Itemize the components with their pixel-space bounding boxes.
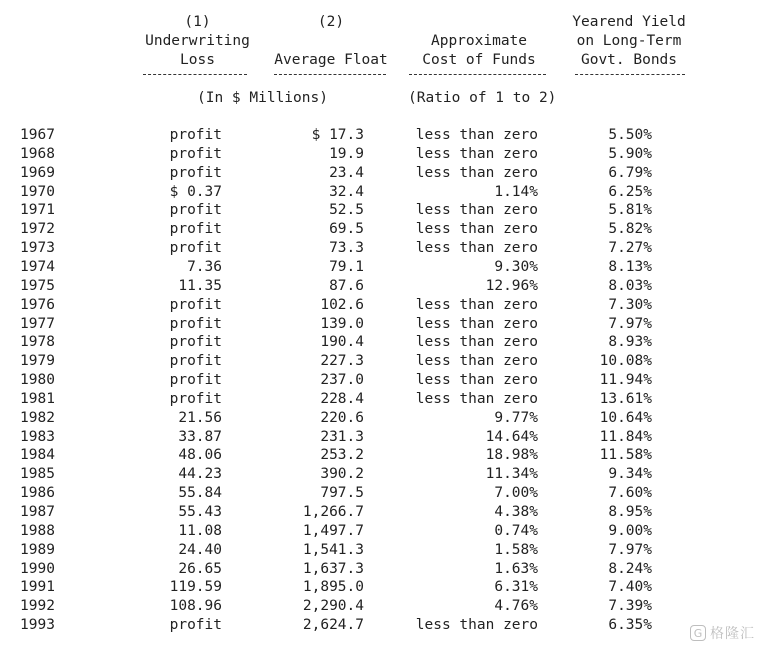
- cell-year: 1983: [20, 429, 55, 445]
- cell-yield: 7.40%: [608, 579, 652, 595]
- units-ratio: (Ratio of 1 to 2): [408, 90, 557, 106]
- cell-cost: less than zero: [415, 202, 538, 218]
- cell-loss: profit: [169, 127, 222, 143]
- cell-yield: 7.97%: [608, 542, 652, 558]
- cell-year: 1981: [20, 391, 55, 407]
- cell-loss: profit: [169, 165, 222, 181]
- cell-float: 227.3: [320, 353, 364, 369]
- cell-float: 1,637.3: [302, 561, 364, 577]
- cell-yield: 6.79%: [608, 165, 652, 181]
- cell-cost: 1.58%: [494, 542, 538, 558]
- header-yield-line3: Govt. Bonds: [580, 52, 678, 68]
- cell-yield: 7.60%: [608, 485, 652, 501]
- cell-year: 1971: [20, 202, 55, 218]
- cell-yield: 8.95%: [608, 504, 652, 520]
- cell-year: 1982: [20, 410, 55, 426]
- cell-year: 1987: [20, 504, 55, 520]
- cell-year: 1985: [20, 466, 55, 482]
- cell-float: 1,497.7: [302, 523, 364, 539]
- cell-cost: 11.34%: [485, 466, 538, 482]
- units-millions: (In $ Millions): [197, 90, 328, 106]
- cell-loss: 48.06: [178, 447, 222, 463]
- cell-cost: 1.63%: [494, 561, 538, 577]
- cell-year: 1968: [20, 146, 55, 162]
- cell-yield: 11.84%: [599, 429, 652, 445]
- header-yield-underline: [575, 74, 685, 75]
- cell-yield: 11.94%: [599, 372, 652, 388]
- cell-float: 253.2: [320, 447, 364, 463]
- cell-yield: 8.03%: [608, 278, 652, 294]
- cell-float: 190.4: [320, 334, 364, 350]
- cell-yield: 5.90%: [608, 146, 652, 162]
- cell-year: 1979: [20, 353, 55, 369]
- cell-loss: profit: [169, 334, 222, 350]
- cell-year: 1972: [20, 221, 55, 237]
- cell-loss: profit: [169, 391, 222, 407]
- cell-year: 1969: [20, 165, 55, 181]
- cell-float: 797.5: [320, 485, 364, 501]
- cell-loss: profit: [169, 353, 222, 369]
- cell-loss: profit: [169, 372, 222, 388]
- cell-yield: 7.27%: [608, 240, 652, 256]
- cell-float: 87.6: [329, 278, 364, 294]
- cell-cost: less than zero: [415, 617, 538, 633]
- cell-cost: less than zero: [415, 334, 538, 350]
- cell-loss: profit: [169, 221, 222, 237]
- cell-float: 139.0: [320, 316, 364, 332]
- cell-cost: less than zero: [415, 165, 538, 181]
- cell-yield: 9.00%: [608, 523, 652, 539]
- cell-cost: 4.76%: [494, 598, 538, 614]
- header-cost-underline: [409, 74, 546, 75]
- cell-cost: 18.98%: [485, 447, 538, 463]
- cell-cost: less than zero: [415, 353, 538, 369]
- cell-float: 32.4: [329, 184, 364, 200]
- cell-year: 1975: [20, 278, 55, 294]
- cell-loss: $ 0.37: [169, 184, 222, 200]
- cell-yield: 11.58%: [599, 447, 652, 463]
- header-yield-line1: Yearend Yield: [572, 14, 686, 30]
- cell-year: 1976: [20, 297, 55, 313]
- cell-year: 1980: [20, 372, 55, 388]
- cell-loss: 7.36: [187, 259, 222, 275]
- header-cost-line1: Approximate: [430, 33, 528, 49]
- cell-float: 390.2: [320, 466, 364, 482]
- cell-loss: 44.23: [178, 466, 222, 482]
- cell-loss: 24.40: [178, 542, 222, 558]
- cell-cost: 4.38%: [494, 504, 538, 520]
- watermark: [690, 623, 755, 643]
- cell-loss: profit: [169, 146, 222, 162]
- header-loss-underline: [143, 74, 247, 75]
- cell-loss: profit: [169, 316, 222, 332]
- watermark-text: 格隆汇: [710, 626, 755, 642]
- cell-cost: 7.00%: [494, 485, 538, 501]
- cell-float: 2,624.7: [302, 617, 364, 633]
- cell-float: 52.5: [329, 202, 364, 218]
- cell-year: 1993: [20, 617, 55, 633]
- header-float-line1: Average Float: [274, 52, 388, 68]
- cell-yield: 7.39%: [608, 598, 652, 614]
- cell-float: 23.4: [329, 165, 364, 181]
- cell-yield: 5.50%: [608, 127, 652, 143]
- cell-float: 79.1: [329, 259, 364, 275]
- cell-loss: profit: [169, 240, 222, 256]
- cell-cost: 14.64%: [485, 429, 538, 445]
- cell-yield: 10.64%: [599, 410, 652, 426]
- cell-loss: 21.56: [178, 410, 222, 426]
- header-yield-line2: on Long-Term: [576, 33, 682, 49]
- cell-loss: 55.84: [178, 485, 222, 501]
- cell-loss: profit: [169, 202, 222, 218]
- cell-float: 1,895.0: [302, 579, 364, 595]
- header-loss-number: (1): [184, 14, 211, 30]
- cell-float: 1,541.3: [302, 542, 364, 558]
- cell-yield: 10.08%: [599, 353, 652, 369]
- cell-yield: 13.61%: [599, 391, 652, 407]
- cell-yield: 7.97%: [608, 316, 652, 332]
- cell-loss: 26.65: [178, 561, 222, 577]
- cell-cost: less than zero: [415, 391, 538, 407]
- cell-loss: 33.87: [178, 429, 222, 445]
- cell-cost: 6.31%: [494, 579, 538, 595]
- cell-cost: less than zero: [415, 316, 538, 332]
- cell-loss: 11.35: [178, 278, 222, 294]
- cell-cost: less than zero: [415, 146, 538, 162]
- cell-loss: 55.43: [178, 504, 222, 520]
- cell-year: 1974: [20, 259, 55, 275]
- cell-cost: less than zero: [415, 127, 538, 143]
- cell-float: 228.4: [320, 391, 364, 407]
- cell-yield: 8.93%: [608, 334, 652, 350]
- cell-yield: 8.13%: [608, 259, 652, 275]
- cell-cost: 9.77%: [494, 410, 538, 426]
- cell-float: 19.9: [329, 146, 364, 162]
- cell-year: 1978: [20, 334, 55, 350]
- cell-float: 231.3: [320, 429, 364, 445]
- cell-year: 1984: [20, 447, 55, 463]
- cell-year: 1992: [20, 598, 55, 614]
- cell-cost: 0.74%: [494, 523, 538, 539]
- cell-yield: 6.25%: [608, 184, 652, 200]
- cell-year: 1986: [20, 485, 55, 501]
- cell-float: 2,290.4: [302, 598, 364, 614]
- cell-yield: 5.81%: [608, 202, 652, 218]
- cell-float: 102.6: [320, 297, 364, 313]
- cell-year: 1973: [20, 240, 55, 256]
- cell-cost: 9.30%: [494, 259, 538, 275]
- cell-cost: less than zero: [415, 372, 538, 388]
- header-cost-line2: Cost of Funds: [422, 52, 536, 68]
- header-loss-line2: Loss: [180, 52, 215, 68]
- gelonghui-logo-icon: G: [690, 625, 706, 641]
- header-loss-line1: Underwriting: [145, 33, 250, 49]
- cell-yield: 6.35%: [608, 617, 652, 633]
- cell-yield: 7.30%: [608, 297, 652, 313]
- cell-year: 1991: [20, 579, 55, 595]
- cell-yield: 9.34%: [608, 466, 652, 482]
- cell-cost: less than zero: [415, 240, 538, 256]
- header-float-number: (2): [317, 14, 345, 30]
- cell-loss: profit: [169, 617, 222, 633]
- cell-year: 1988: [20, 523, 55, 539]
- cell-loss: 108.96: [169, 598, 222, 614]
- cell-yield: 8.24%: [608, 561, 652, 577]
- cell-float: 220.6: [320, 410, 364, 426]
- cell-float: 69.5: [329, 221, 364, 237]
- cell-year: 1967: [20, 127, 55, 143]
- cell-float: 73.3: [329, 240, 364, 256]
- cell-cost: less than zero: [415, 221, 538, 237]
- header-float-underline: [274, 74, 386, 75]
- cell-cost: 1.14%: [494, 184, 538, 200]
- cell-float: $ 17.3: [311, 127, 364, 143]
- cell-cost: 12.96%: [485, 278, 538, 294]
- cell-float: 1,266.7: [302, 504, 364, 520]
- cell-year: 1989: [20, 542, 55, 558]
- cell-loss: 11.08: [178, 523, 222, 539]
- cell-year: 1990: [20, 561, 55, 577]
- cell-loss: profit: [169, 297, 222, 313]
- cell-loss: 119.59: [169, 579, 222, 595]
- cell-yield: 5.82%: [608, 221, 652, 237]
- cell-year: 1970: [20, 184, 55, 200]
- cell-float: 237.0: [320, 372, 364, 388]
- cell-year: 1977: [20, 316, 55, 332]
- cell-cost: less than zero: [415, 297, 538, 313]
